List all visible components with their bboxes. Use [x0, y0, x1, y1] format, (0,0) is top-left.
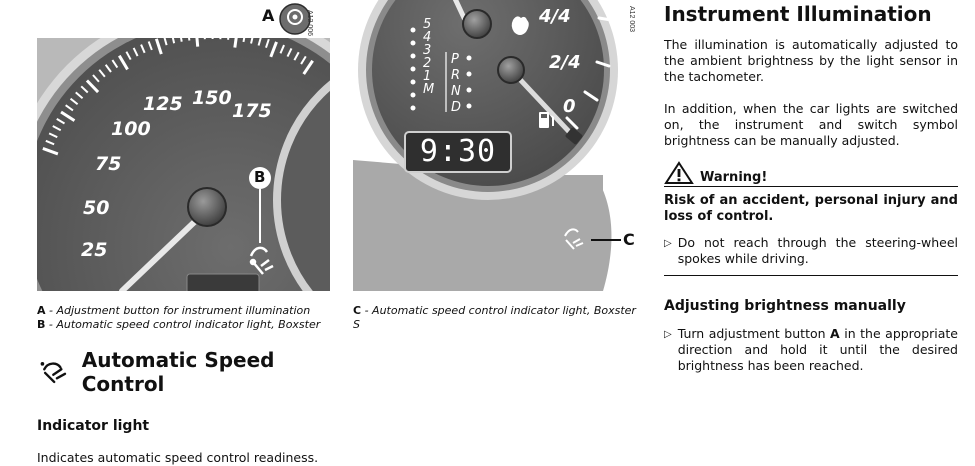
caption-text: - Automatic speed control indicator light, Boxster S [353, 304, 636, 331]
speed-tick-label: 150 [192, 87, 232, 109]
speed-tick-label: 25 [81, 239, 107, 261]
speed-control-icon [37, 359, 68, 385]
fuel-label-empty: 0 [563, 96, 576, 117]
illumination-paragraph: In addition, when the car lights are switched on, the instrument and switch symbol brightness can be manually adjusted. [664, 101, 958, 149]
caption-key: C [353, 304, 361, 317]
gear-label: 4 [423, 31, 434, 44]
speedometer-figure [37, 0, 330, 291]
fuel-label-half: 2/4 [549, 52, 581, 73]
manual-brightness-heading: Adjusting brightness manually [664, 298, 958, 314]
warning-item-text: Do not reach through the steering-wheel spokes while driving. [678, 235, 958, 267]
section-title: Automatic Speed Control [82, 348, 337, 396]
warning-triangle-icon [664, 161, 694, 185]
gear-label: 2 [423, 57, 434, 70]
manual-item-text: Turn adjustment button [678, 326, 830, 341]
warning-item [664, 235, 958, 267]
manual-brightness-item [664, 326, 958, 374]
clock-display: 9:30 [405, 134, 511, 169]
gear-label: M [423, 83, 434, 96]
caption-text: - Adjustment button for instrument illumination [46, 304, 311, 317]
caption-left [37, 304, 332, 332]
section-title: Instrument Illumination [664, 2, 958, 26]
speedometer-illustration [37, 0, 330, 291]
figure-code: A12 006 [306, 10, 313, 36]
gear-label: 5 [423, 18, 434, 31]
speed-tick-label: 125 [143, 93, 183, 115]
speed-tick-label: 75 [95, 153, 121, 175]
gear-label: R [451, 68, 461, 84]
speed-tick-label: 100 [111, 118, 151, 140]
label-a: A [262, 6, 274, 25]
fuel-label-full: 4/4 [539, 6, 571, 27]
caption-right [353, 304, 639, 332]
speed-tick-label: 175 [232, 100, 272, 122]
speed-tick-label: 50 [83, 197, 109, 219]
section-automatic-speed-control [37, 348, 337, 466]
warning-label: Warning! [700, 170, 767, 185]
bullet-triangle-icon: ▷ [664, 235, 672, 267]
illumination-paragraph: The illumination is automatically adjusted to the ambient brightness by the light sensor in the tachometer. [664, 37, 958, 85]
tachometer-figure [353, 0, 639, 291]
caption-text: - Automatic speed control indicator light, Boxster [45, 318, 320, 331]
indicator-light-heading: Indicator light [37, 418, 337, 434]
caption-key: A [37, 304, 46, 317]
gear-indicator-automatic [451, 52, 461, 116]
warning-box [664, 161, 958, 276]
gear-label: P [451, 52, 461, 68]
gear-indicator-manual [423, 18, 434, 96]
figure-code: A12 003 [628, 6, 635, 32]
manual-item-key: A [830, 326, 840, 341]
manual-item-text: in the appropriate direction and hold it until the desired brightness has been reached. [678, 326, 958, 373]
warning-title: Risk of an accident, personal injury and loss of control. [664, 193, 958, 225]
caption-key: B [37, 318, 45, 331]
label-b: B [254, 168, 265, 186]
gear-label: D [451, 100, 461, 116]
gear-label: 1 [423, 70, 434, 83]
bullet-triangle-icon: ▷ [664, 326, 672, 374]
gear-label: 3 [423, 44, 434, 57]
section-instrument-illumination [664, 2, 958, 374]
indicator-light-text: Indicates automatic speed control readiness. [37, 450, 337, 466]
label-c: C [623, 230, 635, 249]
gear-label: N [451, 84, 461, 100]
